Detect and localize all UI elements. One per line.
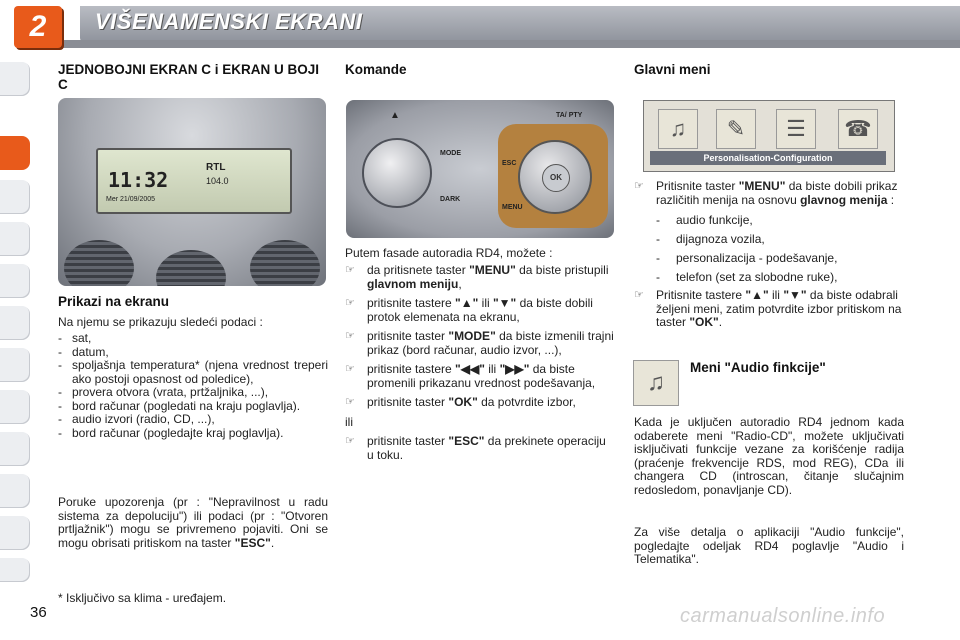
screen-date: Mer 21/09/2005 — [106, 196, 156, 203]
side-tab-12[interactable] — [0, 558, 30, 582]
menu-list-item: - telefon (set za slobodne ruke), — [656, 270, 838, 284]
pointing-hand-icon: ☞ — [634, 289, 644, 301]
pointing-hand-icon: ☞ — [345, 264, 355, 276]
main-menu-screen — [643, 100, 895, 172]
list-item: - bord računar (pogledajte kraj poglavlja). — [58, 425, 284, 440]
header-underline — [56, 40, 960, 48]
list-item: ☞ pritisnite taster "ESC" da prekinete operaciju u toku. — [345, 434, 606, 462]
list-item: ☞ Pritisnite tastere "▲" ili "▼" da biste odabrali željeni meni, zatim potvrdite izbor pritiskom na taster "OK". — [634, 288, 902, 329]
music-note-icon: ♫ — [658, 109, 698, 149]
controls-title: Komande — [345, 62, 407, 77]
pointing-hand-icon: ☞ — [345, 435, 355, 447]
list-item: ☞ pritisnite tastere "◀◀" ili "▶▶" da biste promenili prikazanu vrednost podešavanja, — [345, 362, 596, 390]
audio-paragraph-1: Kada je uključen autoradio RD4 jednom kada odaberete meni "Radio-CD", možete uključivati isključivati funkcije vezane za korišćenje radija (praćenje frekvencije RDS, mod REG), CDa ili changera CD (introscan, čitanje slučajnim redosledom, ponavljanje CD). — [634, 415, 904, 497]
pointing-hand-icon: ☞ — [345, 363, 355, 375]
list-item: - sat, — [58, 331, 92, 345]
main-menu-content — [634, 180, 904, 330]
dashboard-display-photo — [58, 98, 326, 286]
radio-controls-photo — [346, 100, 614, 238]
audio-paragraph-2: Za više detalja o aplikaciji "Audio funkcije", pogledajte odeljak RD4 poglavlje "Audio i Telematika". — [634, 525, 904, 566]
menu-list-item: - dijagnoza vozila, — [656, 232, 765, 246]
list-item: - audio izvori (radio, CD, ...), — [58, 412, 215, 426]
controls-bullets — [345, 264, 615, 462]
navigation-ring — [518, 140, 592, 214]
side-tab-11[interactable] — [0, 516, 30, 550]
side-tab-4[interactable] — [0, 222, 30, 256]
ok-button-label: OK — [542, 164, 570, 192]
screen-clock: 11:32 — [108, 168, 169, 192]
pointing-hand-icon: ☞ — [345, 396, 355, 408]
watermark: carmanualsonline.info — [680, 605, 886, 627]
warning-paragraph: Poruke upozorenja (pr : "Nepravilnost u radu sistema za depoluciju") ili podaci (pr : "Otvoren prtljažnik") mogu se privremeno pojaviti. Oni se mogu obrisati pritiskom na taster "ESC". — [58, 495, 328, 550]
left-section-title: JEDNOBOJNI EKRAN C i EKRAN U BOJI C — [58, 62, 320, 92]
navigation-pad — [498, 124, 608, 228]
multifunction-screen — [96, 148, 292, 214]
menu-button-label: MENU — [502, 204, 523, 211]
list-item: - bord računar (pogledati na kraju poglavlja). — [58, 398, 301, 413]
vent-right — [250, 240, 320, 286]
pointing-hand-icon: ☞ — [345, 330, 355, 342]
footnote: * Isključivo sa klima - uređajem. — [58, 591, 227, 605]
list-item: - datum, — [58, 344, 109, 359]
list-item: ☞ pritisnite tastere "▲" ili "▼" da biste dobili protok elemenata na ekranu, — [345, 296, 593, 324]
mode-button-label: MODE — [440, 150, 461, 157]
eject-icon: ▲ — [390, 110, 400, 121]
list-item: ☞ pritisnite taster "MODE" da biste izmenili trajni prikaz (bord računar, audio izvor, ...), — [345, 329, 614, 357]
vent-center — [156, 250, 226, 286]
list-item: ☞ pritisnite taster "OK" da potvrdite izbor, — [345, 395, 576, 409]
screen-frequency: 104.0 — [206, 176, 229, 186]
side-tabs — [0, 62, 34, 582]
audio-menu-icon: ♫ — [633, 360, 679, 406]
screen-station: RTL — [206, 162, 226, 173]
side-tab-9[interactable] — [0, 432, 30, 466]
menu-bar-label: Personalisation-Configuration — [650, 151, 886, 165]
side-tab-10[interactable] — [0, 474, 30, 508]
side-tab-8[interactable] — [0, 390, 30, 424]
phone-icon: ☎ — [838, 109, 878, 149]
side-tab-7[interactable] — [0, 348, 30, 382]
dark-button-label: DARK — [440, 196, 461, 203]
side-tab-5[interactable] — [0, 264, 30, 298]
side-tab-6[interactable] — [0, 306, 30, 340]
chapter-badge: 2 — [14, 6, 62, 48]
side-tab-3[interactable] — [0, 180, 30, 214]
main-menu-title: Glavni meni — [634, 62, 711, 77]
audio-menu-title: Meni "Audio finkcije" — [690, 360, 826, 375]
or-text: ili — [345, 414, 353, 429]
displays-list — [58, 332, 328, 440]
volume-knob — [362, 138, 432, 208]
list-item: - provera otvora (vrata, prtžaljnika, ...), — [58, 385, 269, 399]
page-title: VIŠENAMENSKI EKRANI — [95, 9, 363, 34]
side-tab-2-active[interactable] — [0, 136, 30, 170]
controls-intro: Putem fasade autoradia RD4, možete : — [345, 246, 553, 260]
wrench-icon: ✎ — [716, 109, 756, 149]
displays-title: Prikazi na ekranu — [58, 294, 170, 309]
side-tab-1[interactable] — [0, 62, 30, 96]
vent-left — [64, 240, 134, 286]
list-item: ☞ da pritisnete taster "MENU" da biste pristupili glavnom meniju, — [345, 263, 609, 291]
esc-button-label: ESC — [502, 160, 517, 167]
settings-sliders-icon: ☰ — [776, 109, 816, 149]
list-item: ☞ Pritisnite taster "MENU" da biste dobili prikaz različitih menija na osnovu glavnog menija : — [634, 179, 898, 207]
list-item: - spoljašnja temperatura* (njena vrednost treperi ako postoji opasnost od poledice), — [58, 358, 328, 386]
ta-pty-button-label: TA/ PTY — [556, 112, 583, 119]
pointing-hand-icon: ☞ — [634, 180, 644, 192]
menu-list-item: - personalizacija - podešavanje, — [656, 251, 838, 265]
pointing-hand-icon: ☞ — [345, 297, 355, 309]
displays-intro: Na njemu se prikazuju sledeći podaci : — [58, 315, 263, 329]
menu-list-item: - audio funkcije, — [656, 213, 753, 227]
page-number: 36 — [30, 604, 47, 621]
